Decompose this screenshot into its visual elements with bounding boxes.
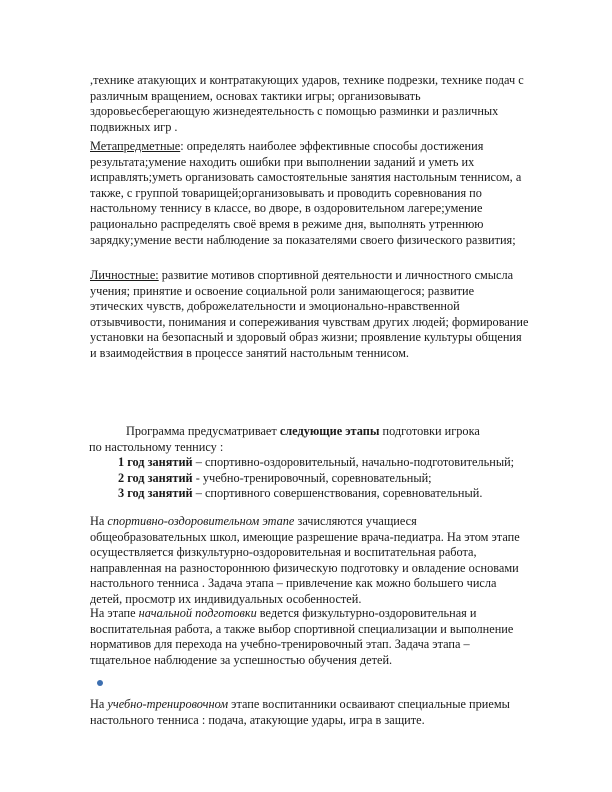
p5-italic: спортивно-оздоровительном этапе <box>107 514 295 528</box>
p6-text-b: ведется физкультурно-оздоровительная и воспитательная работа, а также выбор спортивной специализации и выполнение нормативов для перехода на учебно-тренировочный этап. Задача этапа – тщательное наблюдение за успешностью обучения детей. <box>90 606 514 667</box>
paragraph-metasubject-results <box>90 139 530 248</box>
p7-text-a: На <box>90 697 108 711</box>
stages-intro-b: подготовки игрока <box>379 424 480 438</box>
stage-item-2 <box>90 471 530 487</box>
stages-intro-a: Программа предусматривает <box>126 424 280 438</box>
paragraph-text: ,технике атакующих и контратакующих ударов, технике подрезки, технике подач с различным вращением, основах тактики игры; организовывать здоровьесберегающую жизнедеятельность с помощью разминки и различных подвижных игр . <box>90 73 524 134</box>
stage-year-1: 1 год занятий <box>118 455 193 470</box>
p7-text-b: этапе воспитанники осваивают специальные приемы настольного тенниса : подача, атакующие удары, игра в защите. <box>90 697 510 727</box>
stage-year-3: 3 год занятий <box>118 486 193 501</box>
p7-italic: учебно-тренировочном <box>107 697 229 711</box>
p6-text-a: На этапе <box>90 606 139 620</box>
paragraph-initial-training <box>90 606 530 668</box>
stages-intro-bold: следующие этапы <box>279 424 380 438</box>
stage-item-1 <box>90 455 530 471</box>
p5-text-a: На <box>90 514 108 528</box>
paragraph-sport-health-stage <box>90 514 530 608</box>
paragraph-personal-results <box>90 268 530 362</box>
stages-intro <box>90 424 530 440</box>
stage-desc-3: – спортивного совершенствования, соревновательный. <box>192 486 483 501</box>
p5-text-b: зачисляются учащиеся общеобразовательных школ, имеющие разрешение врача-педиатра. На этом этапе осуществляется физкультурно-оздоровительная и воспитательная работа, направленная на разностороннюю физическую подготовку и овладение основами настольного тенниса . Задача этапа – привлечение как можно большего числа детей, просмотр их индивидуальных особенностей. <box>90 514 520 606</box>
p6-italic: начальной подготовки <box>138 606 257 620</box>
stages-intro-line2: по настольному теннису : <box>89 439 224 454</box>
stages-section <box>90 424 530 502</box>
stage-year-2: 2 год занятий <box>118 470 193 485</box>
stage-desc-1: – спортивно-оздоровительный, начально-подготовительный; <box>192 455 515 470</box>
stage-item-3 <box>90 486 530 502</box>
metasubject-text: : определять наиболее эффективные способы достижения результата;умение находить ошибки при выполнении заданий и уметь их исправлять;уметь организовать самостоятельные занятия настольным теннисом, а также, с группой товарищей;организовывать и проводить соревнования по настольному теннису в классе, во дворе, в оздоровительном лагере;умение рационально распределять своё время в режиме дня, выполнять утреннюю зарядку;умение вести наблюдение за показателями своего физического развития; <box>90 139 522 247</box>
paragraph-subject-results <box>90 73 530 135</box>
stage-desc-2: - учебно-тренировочный, соревновательный; <box>192 470 432 485</box>
paragraph-training-stage <box>90 697 530 728</box>
personal-label: Личностные: <box>90 268 159 282</box>
bullet-dot-icon <box>97 680 103 686</box>
metasubject-label: Метапредметные <box>90 139 181 153</box>
personal-text: развитие мотивов спортивной деятельности и личностного смысла учения; принятие и освоение социальной роли занимающегося; развитие этических чувств, доброжелательности и эмоционально-нравственной отзывчивости, понимания и сопереживания чувствам других людей; формирование установки на безопасный и здоровый образ жизни; проявление культуры общения и взаимодействия в процессе занятий настольным теннисом. <box>90 268 529 360</box>
